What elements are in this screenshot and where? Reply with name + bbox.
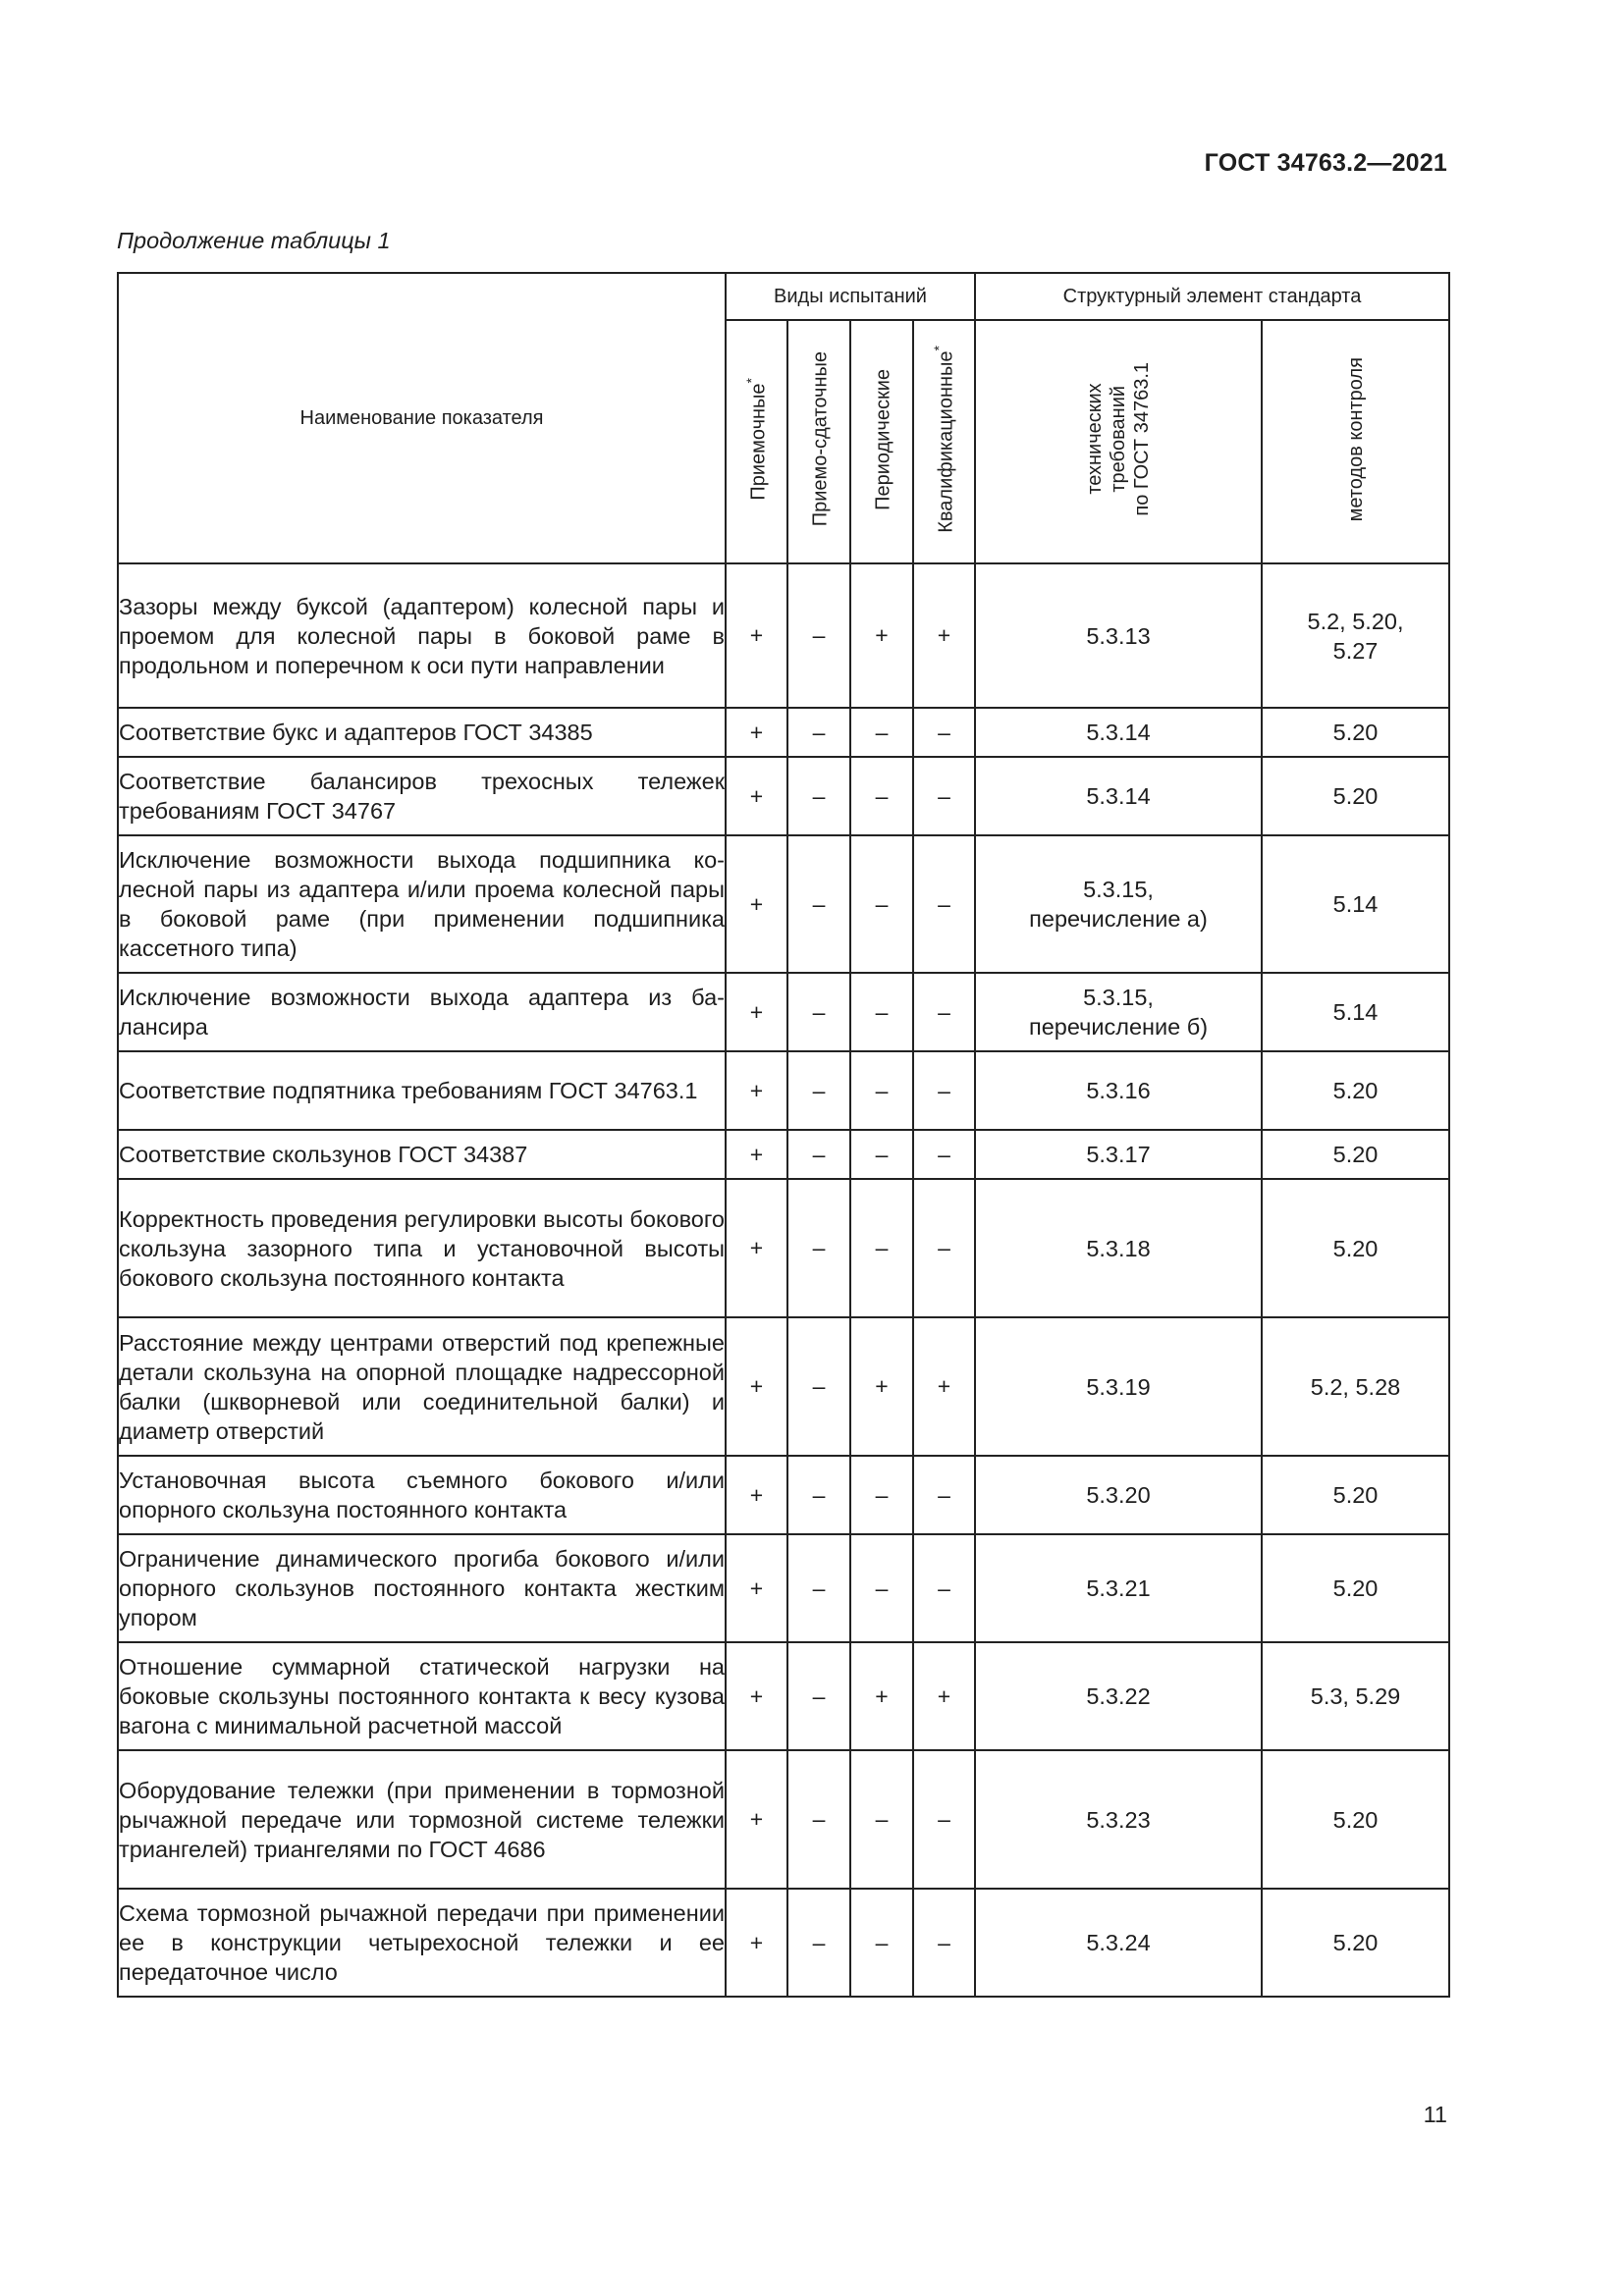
- indicator-name: Зазоры между буксой (адаптером) колесной пары и проемом для колесной пары в боковой раме в продольном и поперечном к оси пути направлении: [118, 563, 726, 708]
- mark-delivery: –: [787, 973, 850, 1051]
- mark-acceptance: +: [726, 973, 787, 1051]
- column-header-tech-requirements: технических требований по ГОСТ 34763.1: [975, 320, 1262, 563]
- mark-qualification: –: [913, 1179, 975, 1317]
- table-row: [118, 1130, 1449, 1179]
- table-row: [118, 1642, 1449, 1750]
- mark-periodic: –: [850, 1456, 913, 1534]
- mark-periodic: –: [850, 1750, 913, 1889]
- document-header: ГОСТ 34763.2—2021: [1204, 149, 1447, 177]
- tech-requirements-ref: 5.3.18: [975, 1179, 1262, 1317]
- mark-acceptance: +: [726, 1642, 787, 1750]
- tech-requirements-ref: 5.3.16: [975, 1051, 1262, 1130]
- tech-requirements-ref: 5.3.21: [975, 1534, 1262, 1642]
- control-methods-ref: 5.20: [1262, 1130, 1449, 1179]
- table-row: [118, 973, 1449, 1051]
- mark-acceptance: +: [726, 1750, 787, 1889]
- tech-requirements-ref: 5.3.22: [975, 1642, 1262, 1750]
- group-header-structure: Структурный элемент стандарта: [975, 273, 1449, 320]
- mark-acceptance: +: [726, 563, 787, 708]
- table-row: [118, 1534, 1449, 1642]
- mark-acceptance: +: [726, 757, 787, 835]
- indicator-name: Соответствие букс и адаптеров ГОСТ 34385: [118, 708, 726, 757]
- mark-periodic: –: [850, 835, 913, 973]
- mark-qualification: +: [913, 563, 975, 708]
- mark-periodic: –: [850, 1130, 913, 1179]
- table-row: [118, 1889, 1449, 1997]
- mark-acceptance: +: [726, 1317, 787, 1456]
- mark-periodic: –: [850, 1534, 913, 1642]
- mark-periodic: +: [850, 1317, 913, 1456]
- table-row: [118, 835, 1449, 973]
- tech-requirements-ref: 5.3.17: [975, 1130, 1262, 1179]
- mark-acceptance: +: [726, 835, 787, 973]
- control-methods-ref: 5.3, 5.29: [1262, 1642, 1449, 1750]
- indicator-name: Исключение возможности выхода подшипника колесной пары из адаптера и/или проема колесной пары в боковой раме (при применении подшипника кассетного типа): [118, 835, 726, 973]
- indicator-name: Ограничение динамического прогиба бокового и/или опорного скользунов постоянного контакта жестким упором: [118, 1534, 726, 1642]
- page-number: 11: [1423, 2102, 1447, 2127]
- column-header-name: Наименование показателя: [118, 273, 726, 563]
- indicators-table: [117, 272, 1450, 1998]
- mark-qualification: –: [913, 1051, 975, 1130]
- control-methods-ref: 5.14: [1262, 835, 1449, 973]
- column-header-acceptance: Приемочные*: [726, 320, 787, 563]
- indicator-name: Соответствие скользунов ГОСТ 34387: [118, 1130, 726, 1179]
- control-methods-ref: 5.20: [1262, 1051, 1449, 1130]
- indicator-name: Оборудование тележки (при применении в тормозной рычажной передаче или тормозной системе тележки триангелей) триангелями по ГОСТ 4686: [118, 1750, 726, 1889]
- mark-acceptance: +: [726, 1179, 787, 1317]
- control-methods-ref: 5.20: [1262, 1534, 1449, 1642]
- control-methods-ref: 5.20: [1262, 1456, 1449, 1534]
- table-row: [118, 1179, 1449, 1317]
- mark-qualification: –: [913, 1889, 975, 1997]
- mark-delivery: –: [787, 1317, 850, 1456]
- column-header-periodic: Периодические: [850, 320, 913, 563]
- mark-acceptance: +: [726, 1130, 787, 1179]
- table-row: [118, 563, 1449, 708]
- mark-periodic: –: [850, 1889, 913, 1997]
- indicator-name: Расстояние между центрами отверстий под крепежные детали скользуна на опорной площадке надрессорной балки (шкворневой или соединительной балки) и диаметр отверстий: [118, 1317, 726, 1456]
- tech-requirements-ref: 5.3.20: [975, 1456, 1262, 1534]
- column-header-control-methods: методов контроля: [1262, 320, 1449, 563]
- mark-delivery: –: [787, 757, 850, 835]
- indicator-name: Отношение суммарной статической нагрузки на боковые скользуны постоянного контакта к весу кузова вагона с минимальной расчетной массой: [118, 1642, 726, 1750]
- indicator-name: Соответствие подпятника требованиям ГОСТ 34763.1: [118, 1051, 726, 1130]
- mark-periodic: –: [850, 757, 913, 835]
- column-header-qualification: Квалификационные*: [913, 320, 975, 563]
- table-row: [118, 1051, 1449, 1130]
- mark-qualification: –: [913, 1130, 975, 1179]
- mark-acceptance: +: [726, 1456, 787, 1534]
- control-methods-ref: 5.14: [1262, 973, 1449, 1051]
- mark-qualification: –: [913, 1534, 975, 1642]
- control-methods-ref: 5.20: [1262, 1750, 1449, 1889]
- mark-acceptance: +: [726, 708, 787, 757]
- mark-qualification: +: [913, 1317, 975, 1456]
- tech-requirements-ref: 5.3.13: [975, 563, 1262, 708]
- mark-delivery: –: [787, 835, 850, 973]
- table-row: [118, 1317, 1449, 1456]
- mark-acceptance: +: [726, 1051, 787, 1130]
- table-row: [118, 708, 1449, 757]
- control-methods-ref: 5.20: [1262, 708, 1449, 757]
- mark-periodic: –: [850, 1051, 913, 1130]
- mark-qualification: –: [913, 1456, 975, 1534]
- mark-qualification: +: [913, 1642, 975, 1750]
- mark-delivery: –: [787, 708, 850, 757]
- mark-periodic: +: [850, 563, 913, 708]
- mark-delivery: –: [787, 1889, 850, 1997]
- tech-requirements-ref: 5.3.14: [975, 708, 1262, 757]
- mark-delivery: –: [787, 1642, 850, 1750]
- mark-delivery: –: [787, 1179, 850, 1317]
- indicator-name: Схема тормозной рычажной передачи при применении ее в конструкции четырехосной тележки и ее передаточное число: [118, 1889, 726, 1997]
- mark-acceptance: +: [726, 1534, 787, 1642]
- mark-delivery: –: [787, 1534, 850, 1642]
- mark-qualification: –: [913, 973, 975, 1051]
- mark-periodic: –: [850, 708, 913, 757]
- mark-qualification: –: [913, 757, 975, 835]
- control-methods-ref: 5.2, 5.20, 5.27: [1262, 563, 1449, 708]
- control-methods-ref: 5.20: [1262, 1179, 1449, 1317]
- tech-requirements-ref: 5.3.19: [975, 1317, 1262, 1456]
- tech-requirements-ref: 5.3.24: [975, 1889, 1262, 1997]
- group-header-tests: Виды испытаний: [726, 273, 975, 320]
- control-methods-ref: 5.2, 5.28: [1262, 1317, 1449, 1456]
- indicator-name: Установочная высота съемного бокового и/или опорного скользуна постоянного контакта: [118, 1456, 726, 1534]
- mark-delivery: –: [787, 563, 850, 708]
- indicator-name: Соответствие балансиров трехосных тележек требованиям ГОСТ 34767: [118, 757, 726, 835]
- mark-qualification: –: [913, 835, 975, 973]
- mark-periodic: –: [850, 1179, 913, 1317]
- indicator-name: Исключение возможности выхода адаптера из балансира: [118, 973, 726, 1051]
- tech-requirements-ref: 5.3.15, перечисление б): [975, 973, 1262, 1051]
- mark-periodic: +: [850, 1642, 913, 1750]
- column-header-delivery: Приемо-сдаточные: [787, 320, 850, 563]
- mark-delivery: –: [787, 1750, 850, 1889]
- indicator-name: Корректность проведения регулировки высоты бокового скользуна зазорного типа и установочной высоты бокового скользуна постоянного контакта: [118, 1179, 726, 1317]
- mark-qualification: –: [913, 708, 975, 757]
- mark-delivery: –: [787, 1051, 850, 1130]
- mark-acceptance: +: [726, 1889, 787, 1997]
- mark-qualification: –: [913, 1750, 975, 1889]
- table-row: [118, 1750, 1449, 1889]
- tech-requirements-ref: 5.3.15, перечисление а): [975, 835, 1262, 973]
- control-methods-ref: 5.20: [1262, 757, 1449, 835]
- table-row: [118, 757, 1449, 835]
- tech-requirements-ref: 5.3.14: [975, 757, 1262, 835]
- table-row: [118, 1456, 1449, 1534]
- mark-periodic: –: [850, 973, 913, 1051]
- table-caption: Продолжение таблицы 1: [117, 228, 391, 253]
- mark-delivery: –: [787, 1130, 850, 1179]
- mark-delivery: –: [787, 1456, 850, 1534]
- control-methods-ref: 5.20: [1262, 1889, 1449, 1997]
- tech-requirements-ref: 5.3.23: [975, 1750, 1262, 1889]
